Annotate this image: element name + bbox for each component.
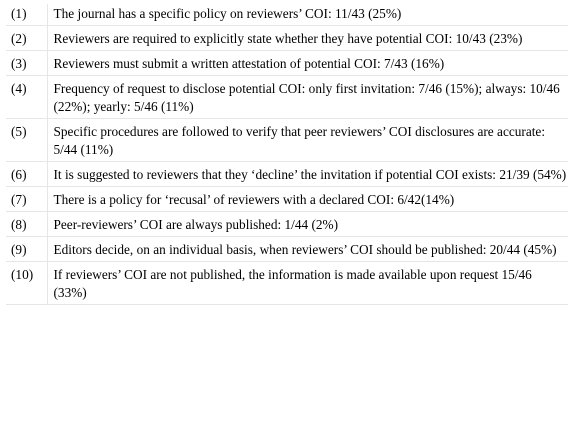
row-number: (5) — [6, 119, 47, 162]
row-text: It is suggested to reviewers that they ‘decline’ the invitation if potential COI exists: 21/39 (54%) — [47, 162, 568, 187]
row-number: (1) — [6, 4, 47, 26]
table-row — [6, 162, 568, 187]
row-text: Reviewers must submit a written attestation of potential COI: 7/43 (16%) — [47, 51, 568, 76]
table-row — [6, 76, 568, 119]
row-text: If reviewers’ COI are not published, the information is made available upon request 15/46 (33%) — [47, 262, 568, 305]
table-row — [6, 119, 568, 162]
table-row — [6, 4, 568, 26]
row-number: (3) — [6, 51, 47, 76]
table-row — [6, 26, 568, 51]
table-row — [6, 212, 568, 237]
row-number: (2) — [6, 26, 47, 51]
row-number: (6) — [6, 162, 47, 187]
table-row — [6, 51, 568, 76]
row-text: There is a policy for ‘recusal’ of reviewers with a declared COI: 6/42(14%) — [47, 187, 568, 212]
table-row — [6, 262, 568, 305]
row-text: Peer-reviewers’ COI are always published: 1/44 (2%) — [47, 212, 568, 237]
row-text: Frequency of request to disclose potential COI: only first invitation: 7/46 (15%); always: 10/46 (22%); yearly: 5/46 (11%) — [47, 76, 568, 119]
row-text: Specific procedures are followed to verify that peer reviewers’ COI disclosures are accurate: 5/44 (11%) — [47, 119, 568, 162]
row-number: (8) — [6, 212, 47, 237]
row-number: (10) — [6, 262, 47, 305]
row-text: Reviewers are required to explicitly state whether they have potential COI: 10/43 (23%) — [47, 26, 568, 51]
table-row — [6, 187, 568, 212]
row-number: (4) — [6, 76, 47, 119]
row-number: (7) — [6, 187, 47, 212]
coi-policy-table — [6, 4, 568, 305]
table-row — [6, 237, 568, 262]
row-text: Editors decide, on an individual basis, when reviewers’ COI should be published: 20/44 (45%) — [47, 237, 568, 262]
row-text: The journal has a specific policy on reviewers’ COI: 11/43 (25%) — [47, 4, 568, 26]
row-number: (9) — [6, 237, 47, 262]
